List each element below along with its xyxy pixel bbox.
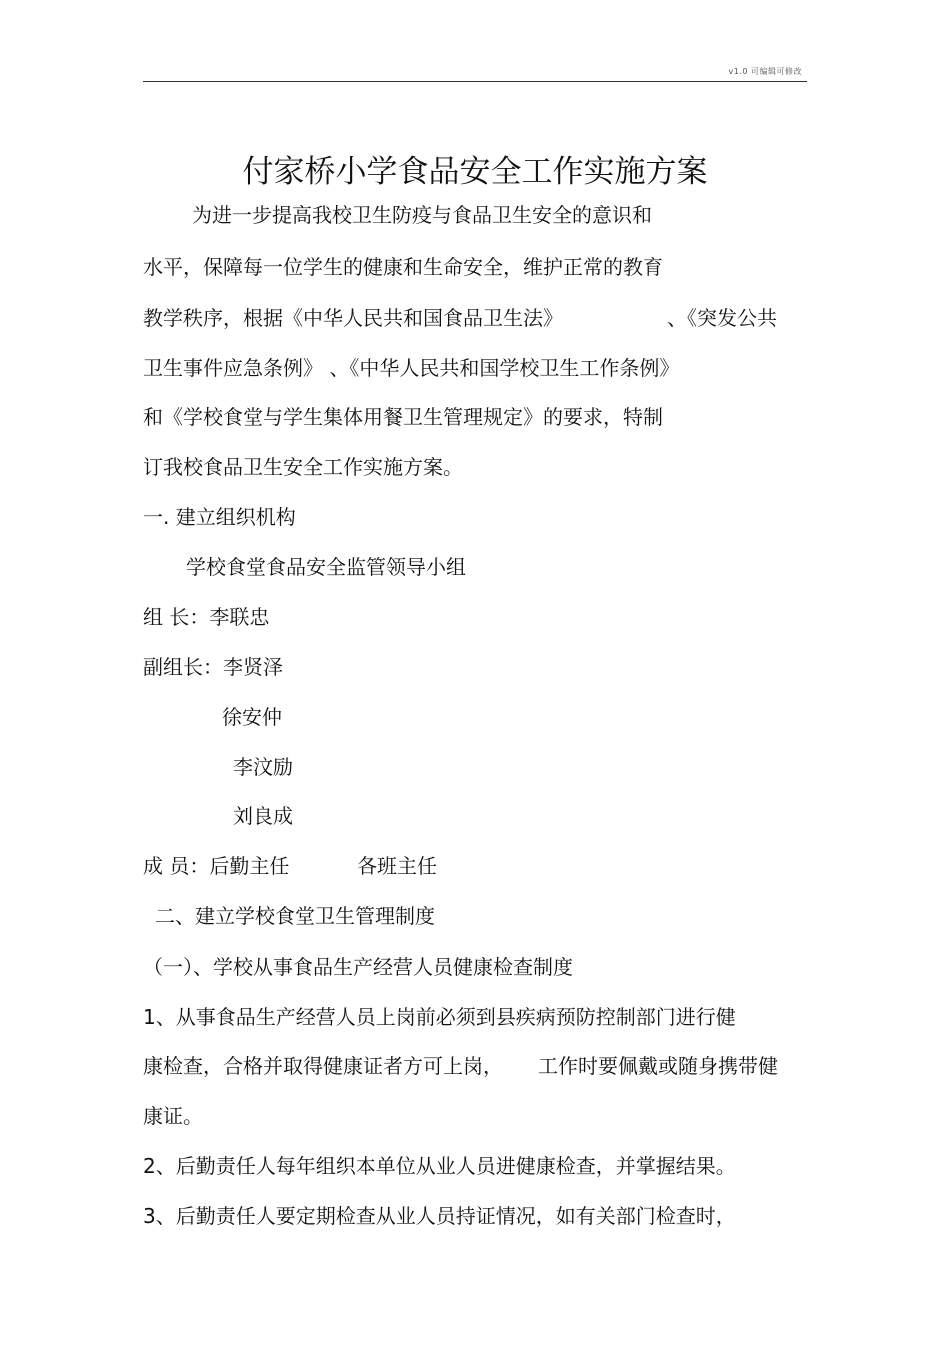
group-name: 学校食堂食品安全监管领导小组 [186, 555, 466, 579]
subsection-1-heading: （一）、学校从事食品生产经营人员健康检查制度 [143, 955, 573, 979]
leader-label: 组 长： [143, 605, 210, 629]
item-2: 2、后勤责任人每年组织本单位从业人员进健康检查，并掌握结果。 [143, 1154, 736, 1178]
deputy-name-1: 李贤泽 [223, 655, 283, 679]
members-1: 后勤主任 [209, 854, 290, 878]
intro-line-1: 为进一步提高我校卫生防疫与食品卫生安全的意识和 [192, 203, 652, 227]
deputy-row [143, 654, 283, 680]
members-2: 各班主任 [357, 854, 437, 878]
deputy-name-4: 刘良成 [233, 804, 293, 828]
leader-name: 李联忠 [209, 605, 270, 629]
intro-line-2: 水平，保障每一位学生的健康和生命安全，维护正常的教育 [143, 255, 663, 279]
item-1-line-1: 1、从事食品生产经营人员上岗前必须到县疾病预防控制部门进行健 [143, 1005, 736, 1029]
deputy-label: 副组长： [143, 655, 223, 679]
members-label: 成 员： [143, 854, 210, 878]
item-1-line-2b: 工作时要佩戴或随身携带健 [538, 1054, 778, 1078]
item-1-line-3: 康证。 [143, 1104, 203, 1128]
item-1-line-2a: 康检查，合格并取得健康证者方可上岗， [143, 1054, 503, 1078]
deputy-name-2: 徐安仲 [222, 705, 282, 729]
intro-line-4: 卫生事件应急条例》 、《中华人民共和国学校卫生工作条例》 [143, 356, 680, 380]
intro-line-6: 订我校食品卫生安全工作实施方案。 [143, 455, 463, 479]
intro-line-5: 和《学校食堂与学生集体用餐卫生管理规定》的要求，特制 [143, 405, 663, 429]
section-2-heading: 二、建立学校食堂卫生管理制度 [155, 904, 435, 928]
deputy-name-3: 李汶励 [233, 755, 293, 779]
item-3: 3、后勤责任人要定期检查从业人员持证情况，如有关部门检查时， [143, 1204, 736, 1228]
leader-row [143, 604, 269, 630]
intro-line-3a: 教学秩序，根据《中华人民共和国食品卫生法》 [143, 306, 563, 330]
section-1-heading: 一. 建立组织机构 [143, 505, 296, 529]
document-title: 付家桥小学食品安全工作实施方案 [242, 154, 708, 190]
header-rule [143, 81, 807, 82]
intro-line-3b: 、《突发公共 [667, 306, 777, 330]
members-row [143, 853, 289, 879]
version-note: v1.0 可编辑可修改 [728, 67, 802, 76]
